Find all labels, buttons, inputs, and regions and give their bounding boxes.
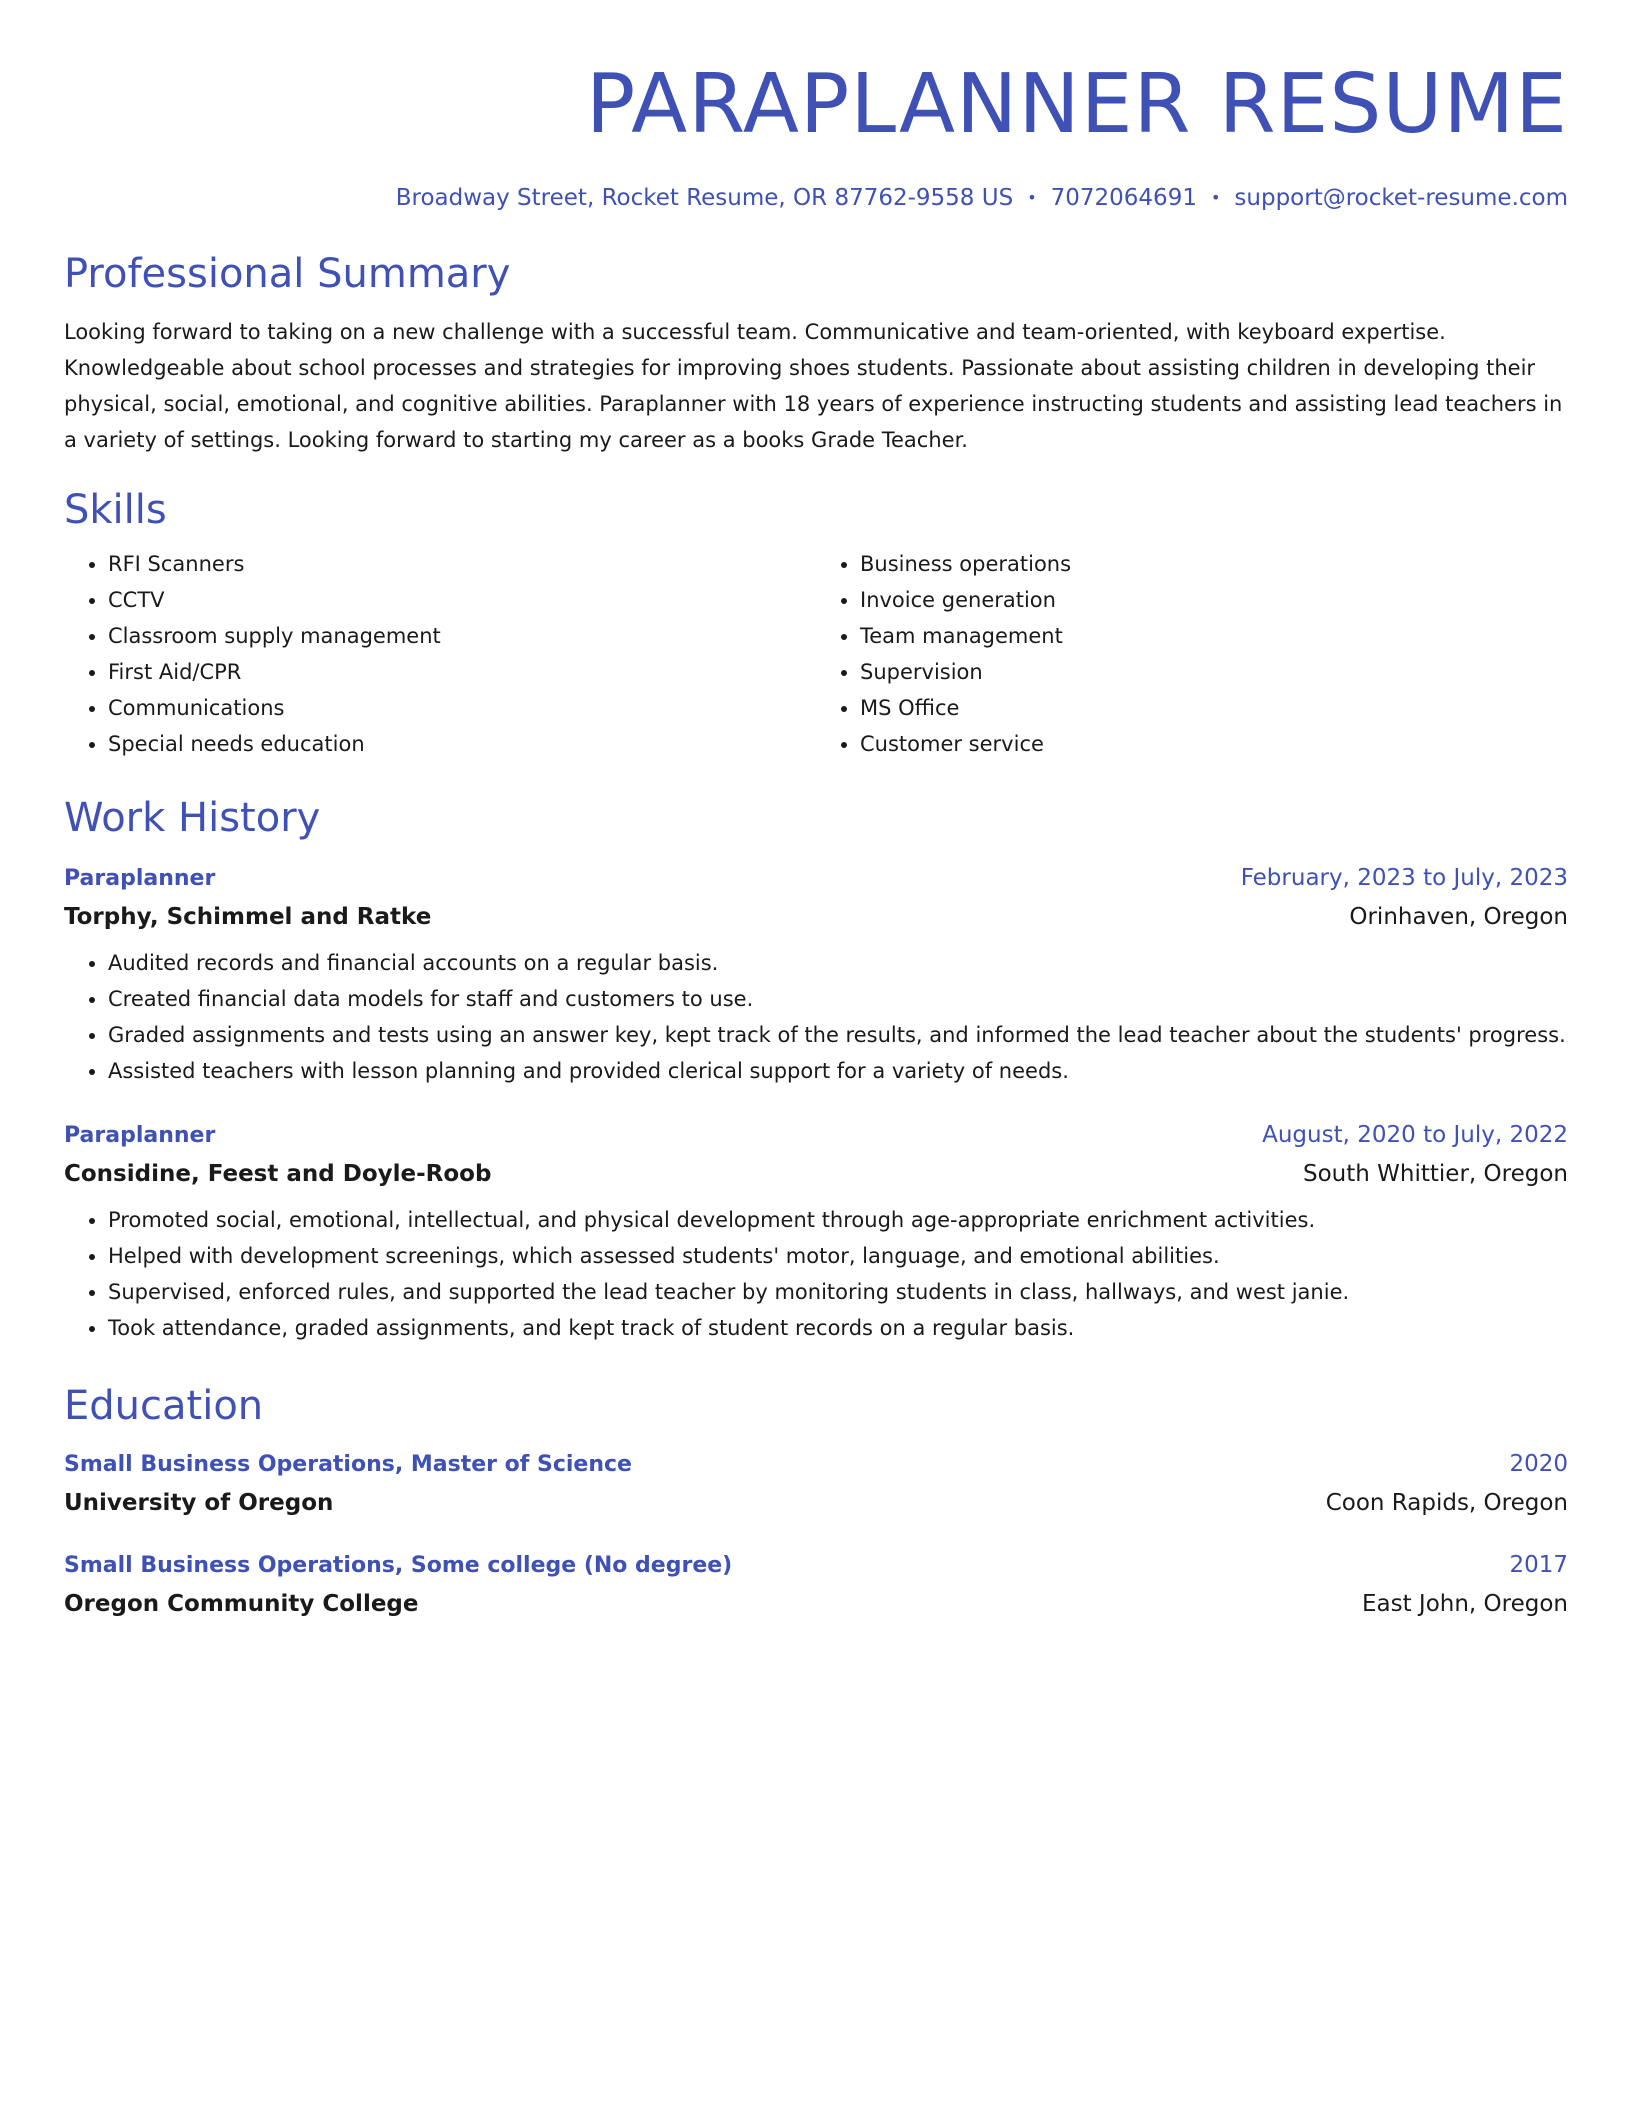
job-duty: • Created financial data models for staff and customers to use.: [108, 981, 1568, 1017]
skill-item: • Classroom supply management: [108, 618, 816, 654]
skill-item: • MS Office: [860, 690, 1568, 726]
job-duty: • Helped with development screenings, which assessed students' motor, language, and emotional abilities.: [108, 1238, 1568, 1274]
skill-item: • Business operations: [860, 546, 1568, 582]
summary-heading: Professional Summary: [64, 251, 511, 297]
resume-name: PARAPLANNER RESUME: [585, 57, 1568, 152]
skill-item: • Special needs education: [108, 726, 816, 762]
contact-email: support@rocket-resume.com: [1234, 185, 1568, 211]
contact-separator: •: [1027, 188, 1037, 207]
education-school-row: [64, 1584, 1568, 1624]
education-year: 2017: [1509, 1552, 1568, 1578]
education-year: 2020: [1509, 1451, 1568, 1477]
education-school: Oregon Community College: [64, 1591, 419, 1617]
education-header-row: [64, 1446, 1568, 1483]
education-school: University of Oregon: [64, 1490, 334, 1516]
job-entry: [64, 1117, 1568, 1346]
contact-line: [64, 182, 1568, 214]
job-employer: Considine, Feest and Doyle-Roob: [64, 1161, 492, 1187]
job-duty: • Graded assignments and tests using an answer key, kept track of the results, and informed the lead teacher about the students' progress.: [108, 1017, 1568, 1053]
skills-column-right: [816, 546, 1568, 762]
skill-item: • RFI Scanners: [108, 546, 816, 582]
job-duty: • Promoted social, emotional, intellectual, and physical development through age-appropriate enrichment activities.: [108, 1202, 1568, 1238]
skills-heading: Skills: [64, 487, 167, 533]
job-employer: Torphy, Schimmel and Ratke: [64, 904, 432, 930]
education-header-row: [64, 1547, 1568, 1584]
education-heading: Education: [64, 1383, 264, 1429]
skill-item: • First Aid/CPR: [108, 654, 816, 690]
skill-item: • Team management: [860, 618, 1568, 654]
job-location: Orinhaven, Oregon: [1349, 904, 1568, 930]
education-entry: [64, 1446, 1568, 1523]
job-employer-row: [64, 1154, 1568, 1194]
job-header-row: [64, 860, 1568, 897]
summary-text: Looking forward to taking on a new challenge with a successful team. Communicative and team-oriented, with keyboard expertise. Knowledgeable about school processes and strategies for improving shoes students. Passionate about assisting children in developing their physical, social, emotional, and cognitive abilities. Paraplanner with 18 years of experience instructing students and assisting lead teachers in a variety of settings. Looking forward to starting my career as a books Grade Teacher.: [64, 320, 1563, 452]
skill-item: • Invoice generation: [860, 582, 1568, 618]
job-duty: • Assisted teachers with lesson planning and provided clerical support for a variety of needs.: [108, 1053, 1568, 1089]
skills-list: [64, 546, 1568, 762]
skill-item: • Communications: [108, 690, 816, 726]
work-history-heading: Work History: [64, 795, 321, 841]
job-duties: [64, 945, 1568, 1089]
contact-address: Broadway Street, Rocket Resume, OR 87762-9558 US: [395, 185, 1014, 211]
education-degree: Small Business Operations, Master of Science: [64, 1452, 632, 1477]
education-degree: Small Business Operations, Some college (No degree): [64, 1553, 733, 1578]
skill-item: • CCTV: [108, 582, 816, 618]
job-duty: • Supervised, enforced rules, and supported the lead teacher by monitoring students in class, hallways, and west janie.: [108, 1274, 1568, 1310]
job-duty: • Audited records and financial accounts on a regular basis.: [108, 945, 1568, 981]
education-school-row: [64, 1483, 1568, 1523]
job-dates: February, 2023 to July, 2023: [1240, 865, 1568, 891]
job-dates: August, 2020 to July, 2022: [1262, 1122, 1568, 1148]
skill-item: • Supervision: [860, 654, 1568, 690]
skill-item: • Customer service: [860, 726, 1568, 762]
resume-header: [64, 50, 1568, 214]
job-entry: [64, 860, 1568, 1089]
job-title: Paraplanner: [64, 866, 216, 891]
job-duty: • Took attendance, graded assignments, and kept track of student records on a regular basis.: [108, 1310, 1568, 1346]
job-title: Paraplanner: [64, 1123, 216, 1148]
education-entry: [64, 1547, 1568, 1624]
contact-phone: 7072064691: [1050, 185, 1197, 211]
job-location: South Whittier, Oregon: [1303, 1161, 1568, 1187]
education-location: East John, Oregon: [1361, 1591, 1568, 1617]
job-header-row: [64, 1117, 1568, 1154]
education-location: Coon Rapids, Oregon: [1325, 1490, 1568, 1516]
job-duties: [64, 1202, 1568, 1346]
job-employer-row: [64, 897, 1568, 937]
skills-column-left: [64, 546, 816, 762]
contact-separator: •: [1210, 188, 1221, 207]
